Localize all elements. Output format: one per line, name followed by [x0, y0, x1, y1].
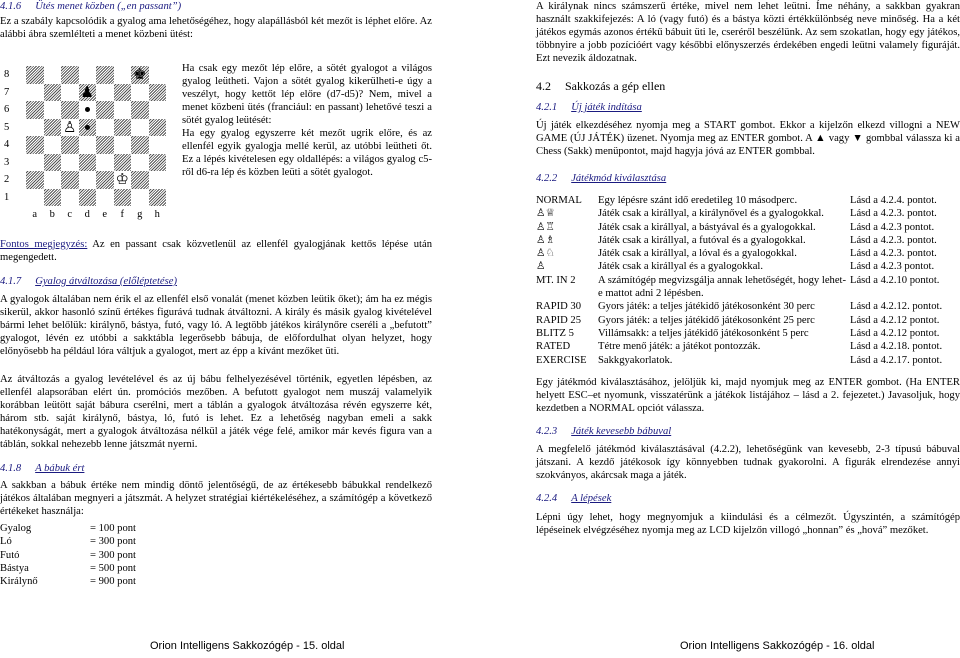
board-square: [44, 136, 62, 154]
section-heading-416: 4.1.6 Ütés menet közben („en passant”): [0, 1, 182, 12]
board-square: [96, 136, 114, 154]
board-square: [149, 66, 167, 84]
board-square: [26, 189, 44, 207]
board-square: [149, 189, 167, 207]
chess-board-diagram: [26, 66, 166, 206]
board-square: [61, 171, 79, 189]
board-square: [26, 171, 44, 189]
board-square: [79, 66, 97, 84]
mode-row: NORMAL Egy lépésre szánt idő eredetileg 10 másodperc. Lásd a 4.2.4. pontot.: [536, 195, 937, 206]
board-square: [149, 101, 167, 119]
section-heading-424: 4.2.4 A lépések: [536, 493, 612, 504]
board-square: [131, 119, 149, 137]
board-square: [61, 189, 79, 207]
board-square: [131, 101, 149, 119]
board-square: [61, 136, 79, 154]
board-file-labels: a b c d e f g h: [32, 209, 160, 220]
mode-row: ♙♖ Játék csak a királlyal, a bástyával és a gyalogokkal. Lásd a 4.2.3 pontot.: [536, 220, 935, 233]
chess-piece-icon: ♔: [115, 170, 129, 189]
board-square: [26, 119, 44, 137]
board-square: [131, 154, 149, 172]
chess-piece-icon: ♚: [133, 65, 147, 84]
promotion-paragraph-2: Az átváltozás a gyalog levételével és az új bábu felhelyezésével történik, egyetlen lépésben, az ellenfél alapsorában elért ún. promóciós mezőben. A befutott gyalogot nem muszáj valamelyik korábban leütött saját bábura cserélni, mert a táblán a gyalogok átváltozása révén egyszerre két, három stb. saját királynő, bástya, ló, futó is lehet. Ez a lehetőség nagyban emeli a sakk hatékonyságát, mert a gyalogok átváltozása nélkül a játék vége felé, amikor már kevés figura van a táblán, sokkal nehezebb lenne játszmát nyerni.: [0, 374, 432, 450]
mode-row: RATED Tétre menő játék: a játékot pontozzák. Lásd a 4.2.18. pontot.: [536, 341, 943, 353]
game-modes-table: [536, 194, 960, 367]
section-heading-42: 4.2 Sakkozás a gép ellen: [536, 79, 666, 93]
board-square: [79, 154, 97, 172]
board-square: [44, 154, 62, 172]
board-square: [114, 84, 132, 102]
board-square: [44, 171, 62, 189]
board-square: [79, 171, 97, 189]
board-square: [79, 119, 97, 137]
section-heading-417: 4.1.7 Gyalog átváltozása (előléptetése): [0, 276, 177, 287]
board-square: [149, 154, 167, 172]
board-square: [96, 101, 114, 119]
board-square: [44, 119, 62, 137]
target-dot-icon: [79, 119, 97, 137]
board-square: [96, 84, 114, 102]
board-square: [26, 84, 44, 102]
board-square: [149, 84, 167, 102]
target-dot-icon: [79, 101, 97, 119]
value-row: Bástya = 500 pont: [0, 562, 136, 574]
board-square: [44, 189, 62, 207]
board-square: [79, 84, 97, 102]
section-heading-423: 4.2.3 Játék kevesebb bábuval: [536, 426, 672, 437]
board-square: [26, 136, 44, 154]
board-square: [44, 66, 62, 84]
board-square: [131, 136, 149, 154]
note-text: Az en passant csak közvetlenül az ellenfél gyalogjának kettős lépése után megengedett.: [0, 239, 433, 263]
board-square: [61, 119, 79, 137]
board-square: [96, 189, 114, 207]
board-square: [149, 136, 167, 154]
value-row: Futó = 300 pont: [0, 549, 136, 561]
board-square: [79, 136, 97, 154]
board-square: [44, 84, 62, 102]
board-square: [131, 84, 149, 102]
note-label: Fontos megjegyzés:: [0, 239, 88, 250]
board-square: [96, 119, 114, 137]
board-square: [114, 189, 132, 207]
page-footer-left: Orion Intelligens Sakkozógép - 15. oldal: [150, 640, 345, 652]
fewer-pieces-paragraph: A megfelelő játékmód kiválasztásával (4.2.2), lehetőségünk van kevesebb, 2-3 típusú bábuval játszani. A kezdő játékosok így könnyebben tudnak gyakorolni. A figurák elrendezése annyi szokványos, akárcsak maga a játék.: [536, 444, 960, 481]
piece-values-table: [0, 522, 136, 588]
important-note: [0, 238, 432, 264]
board-square: [131, 189, 149, 207]
board-square: [26, 101, 44, 119]
board-rank-labels: 8 7 6 5 4 3 2 1: [4, 69, 10, 203]
value-row: Ló = 300 pont: [0, 536, 136, 548]
board-square: [114, 66, 132, 84]
new-game-paragraph: Új játék elkezdéséhez nyomja meg a START gombot. Ekkor a kijelzőn elkezd villogni a NEW GAME (ÚJ JÁTÉK) üzenet. Nyomja meg az ENTER gombot. A ▲ vagy ▼ gombbal válassza ki a Chess (Sakk) menüpontot, majd hagyja jóvá az ENTER gombbal.: [536, 120, 960, 157]
board-square: [131, 171, 149, 189]
mode-row: RAPID 30 Gyors játék: a teljes játékidő játékosonként 30 perc Lásd a 4.2.12. pontot.: [536, 301, 943, 313]
modes-note-paragraph: Egy játékmód kiválasztásához, jelöljük ki, majd nyomjuk meg az ENTER gombot. (Ha ENTER helyett ESC–et nyomunk, visszatérünk a játékok listájához – lásd a 2. fejezetet.) Javasoljuk, hogy kezdetben a NORMAL opciót válassza.: [536, 377, 960, 414]
value-row: Gyalog = 100 pont: [0, 523, 136, 534]
promotion-paragraph-1: A gyalogok általában nem érik el az ellenfél első vonalát (menet közben leütik őket); ám ha ez mégis sikerül, akkor hasonló színű értékes figurává tudnak átváltozni. A király és másik gyalog kivételével bármi lehet belőlük: királynő, bástya, futó, vagy ló. A legtöbb játékos királynőre cseréli a „befutott” gyalogot, lévén ez utóbbi a sakktábla legerősebb bábuja, de előfordulhat olyan helyzet, hogy előnyösebb ha például lóra váltjuk a gyalogot, mert az épp a kívánt mezőket üti.: [0, 294, 432, 357]
chess-piece-icon: ♙: [63, 117, 77, 136]
value-row: Királynő = 900 pont: [0, 576, 136, 588]
board-square: [79, 101, 97, 119]
mode-row: EXERCISE Sakkgyakorlatok. Lásd a 4.2.17. pontot.: [536, 354, 943, 366]
terms-paragraph: A királynak nincs számszerű értéke, mivel nem lehet leütni. Íme néhány, a sakkban gyakran használt szakkifejezés: A ló (vagy futó) és a bástya közti értékkülönbség neve minőség. Ha a két játékos egymás azonos értékű bábuit üti le, cseréről beszélünk. Az sem szokatlan, hogy egy játékos, többnyire a jobb pozícióért vagy későbbi előnyszerzés érdekében engedi leütni valamely figuráját. Ezt nevezik áldozatnak.: [536, 1, 960, 64]
piece-values-intro: A sakkban a bábuk értéke nem mindig döntő jelentőségű, de az értékesebb bábukkal rendelkező játékos általában megnyeri a játszmát. A helyzet stratégiai kiértékeléséhez, a számítógép a következő értékeket használja:: [0, 480, 432, 517]
en-passant-explanation: Ha csak egy mezőt lép előre, a sötét gyalogot a világos gyalog leütheti. Vajon a sötét gyalog kikerülheti-e úgy a veszélyt, hogy kettőt lép előre (d7-d5)? Nem, mivel a menet közbeni ütés (franciául: en passant) lehetővé teszi a sötét gyalog leütését: Ha egy gyalog egyszerre két mezőt ugrik előre, és az ellenfél egyik gyalogja mellé kerül, az utóbbi leütheti őt. Ez a lépés kivételesen egy oldallépés: a világos gyalog c5-ről d6-ra lép és közben leüti a sötét gyalogot.: [182, 63, 432, 178]
board-square: [114, 119, 132, 137]
board-square: [96, 154, 114, 172]
board-square: [61, 66, 79, 84]
board-square: [149, 119, 167, 137]
board-square: [96, 171, 114, 189]
mode-row: RAPID 25 Gyors játék: a teljes játékidő játékosonként 25 perc Lásd a 4.2.12 pontot.: [536, 314, 940, 326]
board-square: [61, 84, 79, 102]
mode-row: ♙ Játék csak a királlyal és a gyalogokkal. Lásd a 4.2.3 pontot.: [536, 260, 935, 273]
board-square: [149, 171, 167, 189]
moves-paragraph: Lépni úgy lehet, hogy megnyomjuk a kiindulási és a célmezőt. Úgyszintén, a számítógép lépéseinek elvégzéséhez nyomja meg az LCD kijelzőn villogó „honnan” és „hová” mezőket.: [536, 512, 960, 536]
mode-row: ♙♘ Játék csak a királlyal, a lóval és a gyalogokkal. Lásd a 4.2.3. pontot.: [536, 247, 937, 260]
board-square: [131, 66, 149, 84]
board-square: [61, 101, 79, 119]
mode-row: BLITZ 5 Villámsakk: a teljes játékidő játékosonként 5 perc Lásd a 4.2.12 pontot.: [536, 327, 940, 339]
section-heading-422: 4.2.2 Játékmód kiválasztása: [536, 173, 667, 184]
intro-paragraph: Ez a szabály kapcsolódik a gyalog ama lehetőségéhez, hogy alapállásból két mezőt is léphet előre. Az alábbi ábra szemlélteti a menet közbeni ütést:: [0, 16, 432, 40]
board-square: [114, 171, 132, 189]
board-square: [114, 136, 132, 154]
board-square: [79, 189, 97, 207]
board-square: [44, 101, 62, 119]
mode-row: ♙♕ Játék csak a királlyal, a királynővel és a gyalogokkal. Lásd a 4.2.3. pontot.: [536, 207, 937, 220]
mode-row: MT. IN 2 A számítógép megvizsgálja annak lehetőségét, hogy lehet-e mattot adni 2 lépésben. Lásd a 4.2.10 pontot.: [536, 274, 940, 299]
chess-piece-icon: ♟: [80, 82, 94, 101]
board-square: [114, 154, 132, 172]
board-square: [26, 154, 44, 172]
section-heading-421: 4.2.1 Új játék indítása: [536, 102, 642, 113]
board-square: [114, 101, 132, 119]
section-heading-418: 4.1.8 A bábuk ért: [0, 463, 85, 474]
board-square: [96, 66, 114, 84]
board-square: [61, 154, 79, 172]
mode-row: ♙♗ Játék csak a királlyal, a futóval és a gyalogokkal. Lásd a 4.2.3. pontot.: [536, 233, 937, 246]
page-footer-right: Orion Intelligens Sakkozógép - 16. oldal: [680, 640, 875, 652]
board-square: [26, 66, 44, 84]
